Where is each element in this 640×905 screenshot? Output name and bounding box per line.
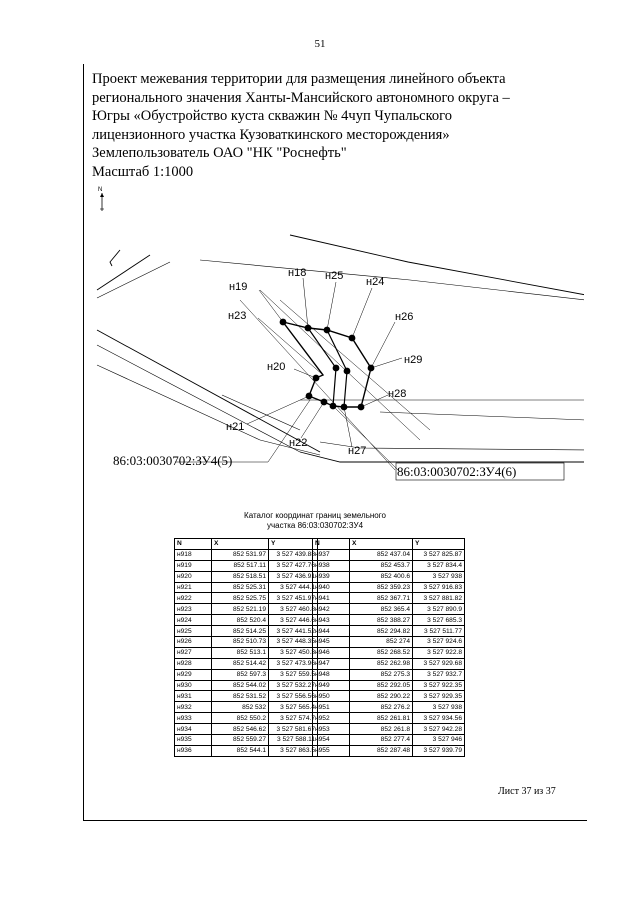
x-coordinate-cell: 852 290.22 <box>350 691 413 702</box>
x-coordinate-cell: 852 531.52 <box>212 691 269 702</box>
document-heading <box>92 70 572 181</box>
catalog-title-line-1: Каталог координат границ земельного <box>244 511 386 520</box>
table-row <box>313 702 465 713</box>
heading-line-5: Землепользователь ОАО "НК "Роснефть" <box>92 145 347 161</box>
y-coordinate-cell: 3 527 436.91 <box>269 571 318 582</box>
point-name-cell: н921 <box>175 582 212 593</box>
point-label-n18: н18 <box>288 267 307 279</box>
x-coordinate-cell: 852 365.4 <box>350 604 413 615</box>
point-label-n23: н23 <box>228 310 247 322</box>
table-row <box>313 669 465 680</box>
table-row <box>313 626 465 637</box>
point-name-cell: н948 <box>313 669 350 680</box>
parcel-boundary <box>283 322 371 407</box>
x-coordinate-cell: 852 544.1 <box>212 745 269 756</box>
y-coordinate-cell: 3 527 441.52 <box>269 626 318 637</box>
point-label-n24: н24 <box>366 276 385 288</box>
boundary-line <box>300 452 584 462</box>
table-row <box>313 735 465 746</box>
x-coordinate-cell: 852 559.27 <box>212 735 269 746</box>
table-row <box>175 582 318 593</box>
x-coordinate-cell: 852 518.51 <box>212 571 269 582</box>
table-row <box>175 724 318 735</box>
table-row <box>313 647 465 658</box>
y-coordinate-cell: 3 527 942.28 <box>413 724 465 735</box>
point-label-n21: н21 <box>226 421 245 433</box>
y-coordinate-cell: 3 527 863.5 <box>269 745 318 756</box>
boundary-line <box>200 260 584 300</box>
parcel-label-right: 86:03:0030702:ЗУ4(6) <box>397 464 517 479</box>
x-coordinate-cell: 852 276.2 <box>350 702 413 713</box>
y-coordinate-cell: 3 527 559.5 <box>269 669 318 680</box>
x-coordinate-cell: 852 262.98 <box>350 658 413 669</box>
point-name-cell: н942 <box>313 604 350 615</box>
y-coordinate-cell: 3 527 565.4 <box>269 702 318 713</box>
table-row <box>313 680 465 691</box>
x-coordinate-cell: 852 520.4 <box>212 615 269 626</box>
point-label-n27: н27 <box>348 445 367 457</box>
y-coordinate-cell: 3 527 938 <box>413 571 465 582</box>
table-row <box>175 615 318 626</box>
point-name-cell: н940 <box>313 582 350 593</box>
table-row <box>175 560 318 571</box>
y-coordinate-cell: 3 527 916.83 <box>413 582 465 593</box>
point-name-cell: н953 <box>313 724 350 735</box>
boundary-line <box>110 250 120 266</box>
point-name-cell: н924 <box>175 615 212 626</box>
heading-line-2: регионального значения Ханты-Мансийского автономного округа – <box>92 89 510 106</box>
table-row <box>175 647 318 658</box>
y-coordinate-cell: 3 527 924.6 <box>413 637 465 648</box>
point-name-cell: н923 <box>175 604 212 615</box>
y-coordinate-cell: 3 527 934.56 <box>413 713 465 724</box>
table-row <box>313 604 465 615</box>
point-label-n26: н26 <box>395 311 414 323</box>
x-coordinate-cell: 852 532 <box>212 702 269 713</box>
column-header-n: N <box>313 539 350 550</box>
point-name-cell: н943 <box>313 615 350 626</box>
point-label-n28: н28 <box>388 388 407 400</box>
x-coordinate-cell: 852 513.1 <box>212 647 269 658</box>
table-row <box>313 745 465 756</box>
point-name-cell: н931 <box>175 691 212 702</box>
y-coordinate-cell: 3 527 532.27 <box>269 680 318 691</box>
x-coordinate-cell: 852 550.2 <box>212 713 269 724</box>
boundary-line <box>290 235 584 295</box>
y-coordinate-cell: 3 527 574.7 <box>269 713 318 724</box>
table-row <box>313 593 465 604</box>
table-row <box>313 582 465 593</box>
y-coordinate-cell: 3 527 448.35 <box>269 637 318 648</box>
point-name-cell: н955 <box>313 745 350 756</box>
x-coordinate-cell: 852 546.62 <box>212 724 269 735</box>
x-coordinate-cell: 852 521.19 <box>212 604 269 615</box>
point-name-cell: н946 <box>313 647 350 658</box>
point-name-cell: н941 <box>313 593 350 604</box>
x-coordinate-cell: 852 517.11 <box>212 560 269 571</box>
point-label-n19: н19 <box>229 281 248 293</box>
table-row <box>175 637 318 648</box>
y-coordinate-cell: 3 527 932.7 <box>413 669 465 680</box>
parcel-vertices <box>280 319 375 411</box>
point-name-cell: н926 <box>175 637 212 648</box>
y-coordinate-cell: 3 527 427.76 <box>269 560 318 571</box>
heading-line-1: Проект межевания территории для размещения линейного объекта <box>92 71 506 87</box>
sheet-label: Лист 37 из 37 <box>498 786 556 797</box>
y-coordinate-cell: 3 527 588.11 <box>269 735 318 746</box>
coordinates-table-right-body <box>313 549 465 756</box>
heading-line-4: лицензионного участка Кузоваткинского месторождения» <box>92 126 450 143</box>
table-row <box>313 637 465 648</box>
table-row <box>313 571 465 582</box>
table-row <box>175 702 318 713</box>
point-label-n22: н22 <box>289 437 308 449</box>
y-coordinate-cell: 3 527 556.56 <box>269 691 318 702</box>
y-coordinate-cell: 3 527 939.79 <box>413 745 465 756</box>
x-coordinate-cell: 852 367.71 <box>350 593 413 604</box>
point-name-cell: н935 <box>175 735 212 746</box>
table-row <box>313 615 465 626</box>
table-row <box>175 680 318 691</box>
north-arrow-icon <box>97 185 107 213</box>
point-name-cell: н945 <box>313 637 350 648</box>
point-name-cell: н938 <box>313 560 350 571</box>
table-header-row <box>313 539 465 550</box>
table-row <box>313 658 465 669</box>
boundary-line <box>97 262 170 298</box>
point-name-cell: н922 <box>175 593 212 604</box>
point-name-cell: н952 <box>313 713 350 724</box>
point-label-n20: н20 <box>267 361 286 373</box>
y-coordinate-cell: 3 527 929.35 <box>413 691 465 702</box>
point-name-cell: н928 <box>175 658 212 669</box>
page-number: 51 <box>314 38 326 50</box>
y-coordinate-cell: 3 527 439.88 <box>269 549 318 560</box>
table-row <box>175 571 318 582</box>
x-coordinate-cell: 852 544.02 <box>212 680 269 691</box>
x-coordinate-cell: 852 525.75 <box>212 593 269 604</box>
table-row <box>175 735 318 746</box>
x-coordinate-cell: 852 261.8 <box>350 724 413 735</box>
x-coordinate-cell: 852 287.48 <box>350 745 413 756</box>
y-coordinate-cell: 3 527 834.4 <box>413 560 465 571</box>
table-row <box>175 691 318 702</box>
table-header-row <box>175 539 318 550</box>
y-coordinate-cell: 3 527 890.9 <box>413 604 465 615</box>
x-coordinate-cell: 852 514.25 <box>212 626 269 637</box>
coordinates-table-left-body <box>175 549 318 756</box>
y-coordinate-cell: 3 527 511.77 <box>413 626 465 637</box>
point-name-cell: н944 <box>313 626 350 637</box>
column-header-x: X <box>212 539 269 550</box>
point-name-cell: н936 <box>175 745 212 756</box>
y-coordinate-cell: 3 527 446.6 <box>269 615 318 626</box>
point-name-cell: н920 <box>175 571 212 582</box>
table-row <box>313 691 465 702</box>
table-row <box>175 626 318 637</box>
x-coordinate-cell: 852 277.4 <box>350 735 413 746</box>
y-coordinate-cell: 3 527 581.67 <box>269 724 318 735</box>
coordinates-table-right <box>312 538 465 757</box>
table-row <box>175 745 318 756</box>
x-coordinate-cell: 852 388.27 <box>350 615 413 626</box>
heading-line-3: Югры «Обустройство куста скважин № 4чуп Чупальского <box>92 108 453 124</box>
point-name-cell: н949 <box>313 680 350 691</box>
table-row <box>313 713 465 724</box>
table-row <box>175 658 318 669</box>
point-name-cell: н954 <box>313 735 350 746</box>
x-coordinate-cell: 852 292.05 <box>350 680 413 691</box>
point-name-cell: н939 <box>313 571 350 582</box>
y-coordinate-cell: 3 527 450.3 <box>269 647 318 658</box>
y-coordinate-cell: 3 527 473.96 <box>269 658 318 669</box>
y-coordinate-cell: 3 527 881.82 <box>413 593 465 604</box>
point-name-cell: н925 <box>175 626 212 637</box>
column-header-n: N <box>175 539 212 550</box>
column-header-y: Y <box>269 539 318 550</box>
y-coordinate-cell: 3 527 929.68 <box>413 658 465 669</box>
y-coordinate-cell: 3 527 825.87 <box>413 549 465 560</box>
y-coordinate-cell: 3 527 685.3 <box>413 615 465 626</box>
boundary-line <box>97 330 320 452</box>
x-coordinate-cell: 852 400.6 <box>350 571 413 582</box>
point-name-cell: н933 <box>175 713 212 724</box>
column-header-y: Y <box>413 539 465 550</box>
point-name-cell: н929 <box>175 669 212 680</box>
x-coordinate-cell: 852 274 <box>350 637 413 648</box>
y-coordinate-cell: 3 527 451.97 <box>269 593 318 604</box>
table-row <box>313 724 465 735</box>
catalog-title <box>200 511 430 530</box>
table-row <box>175 593 318 604</box>
x-coordinate-cell: 852 275.3 <box>350 669 413 680</box>
point-name-cell: н937 <box>313 549 350 560</box>
x-coordinate-cell: 852 261.81 <box>350 713 413 724</box>
point-name-cell: н950 <box>313 691 350 702</box>
point-label-n25: н25 <box>325 270 344 282</box>
x-coordinate-cell: 852 453.7 <box>350 560 413 571</box>
table-row <box>175 713 318 724</box>
y-coordinate-cell: 3 527 922.8 <box>413 647 465 658</box>
table-row <box>313 549 465 560</box>
y-coordinate-cell: 3 527 922.35 <box>413 680 465 691</box>
table-row <box>175 549 318 560</box>
table-row <box>175 604 318 615</box>
point-name-cell: н930 <box>175 680 212 691</box>
point-name-cell: н927 <box>175 647 212 658</box>
x-coordinate-cell: 852 597.3 <box>212 669 269 680</box>
north-label: N <box>98 187 103 193</box>
point-name-cell: н918 <box>175 549 212 560</box>
point-label-n29: н29 <box>404 354 423 366</box>
x-coordinate-cell: 852 268.52 <box>350 647 413 658</box>
table-row <box>313 560 465 571</box>
x-coordinate-cell: 852 531.97 <box>212 549 269 560</box>
y-coordinate-cell: 3 527 460.8 <box>269 604 318 615</box>
catalog-title-line-2: участка 86:03:030702:ЗУ4 <box>266 520 364 530</box>
point-name-cell: н932 <box>175 702 212 713</box>
y-coordinate-cell: 3 527 444.1 <box>269 582 318 593</box>
x-coordinate-cell: 852 525.31 <box>212 582 269 593</box>
parcel-label-left: 86:03:0030702:ЗУ4(5) <box>113 453 233 468</box>
x-coordinate-cell: 852 514.42 <box>212 658 269 669</box>
coordinates-table-left <box>174 538 318 757</box>
point-name-cell: н919 <box>175 560 212 571</box>
x-coordinate-cell: 852 359.23 <box>350 582 413 593</box>
y-coordinate-cell: 3 527 938 <box>413 702 465 713</box>
column-header-x: X <box>350 539 413 550</box>
x-coordinate-cell: 852 437.04 <box>350 549 413 560</box>
survey-plan <box>84 220 584 505</box>
point-name-cell: н947 <box>313 658 350 669</box>
point-name-cell: н951 <box>313 702 350 713</box>
table-row <box>175 669 318 680</box>
x-coordinate-cell: 852 294.82 <box>350 626 413 637</box>
y-coordinate-cell: 3 527 946 <box>413 735 465 746</box>
x-coordinate-cell: 852 510.73 <box>212 637 269 648</box>
point-name-cell: н934 <box>175 724 212 735</box>
heading-scale: Масштаб 1:1000 <box>92 163 194 180</box>
